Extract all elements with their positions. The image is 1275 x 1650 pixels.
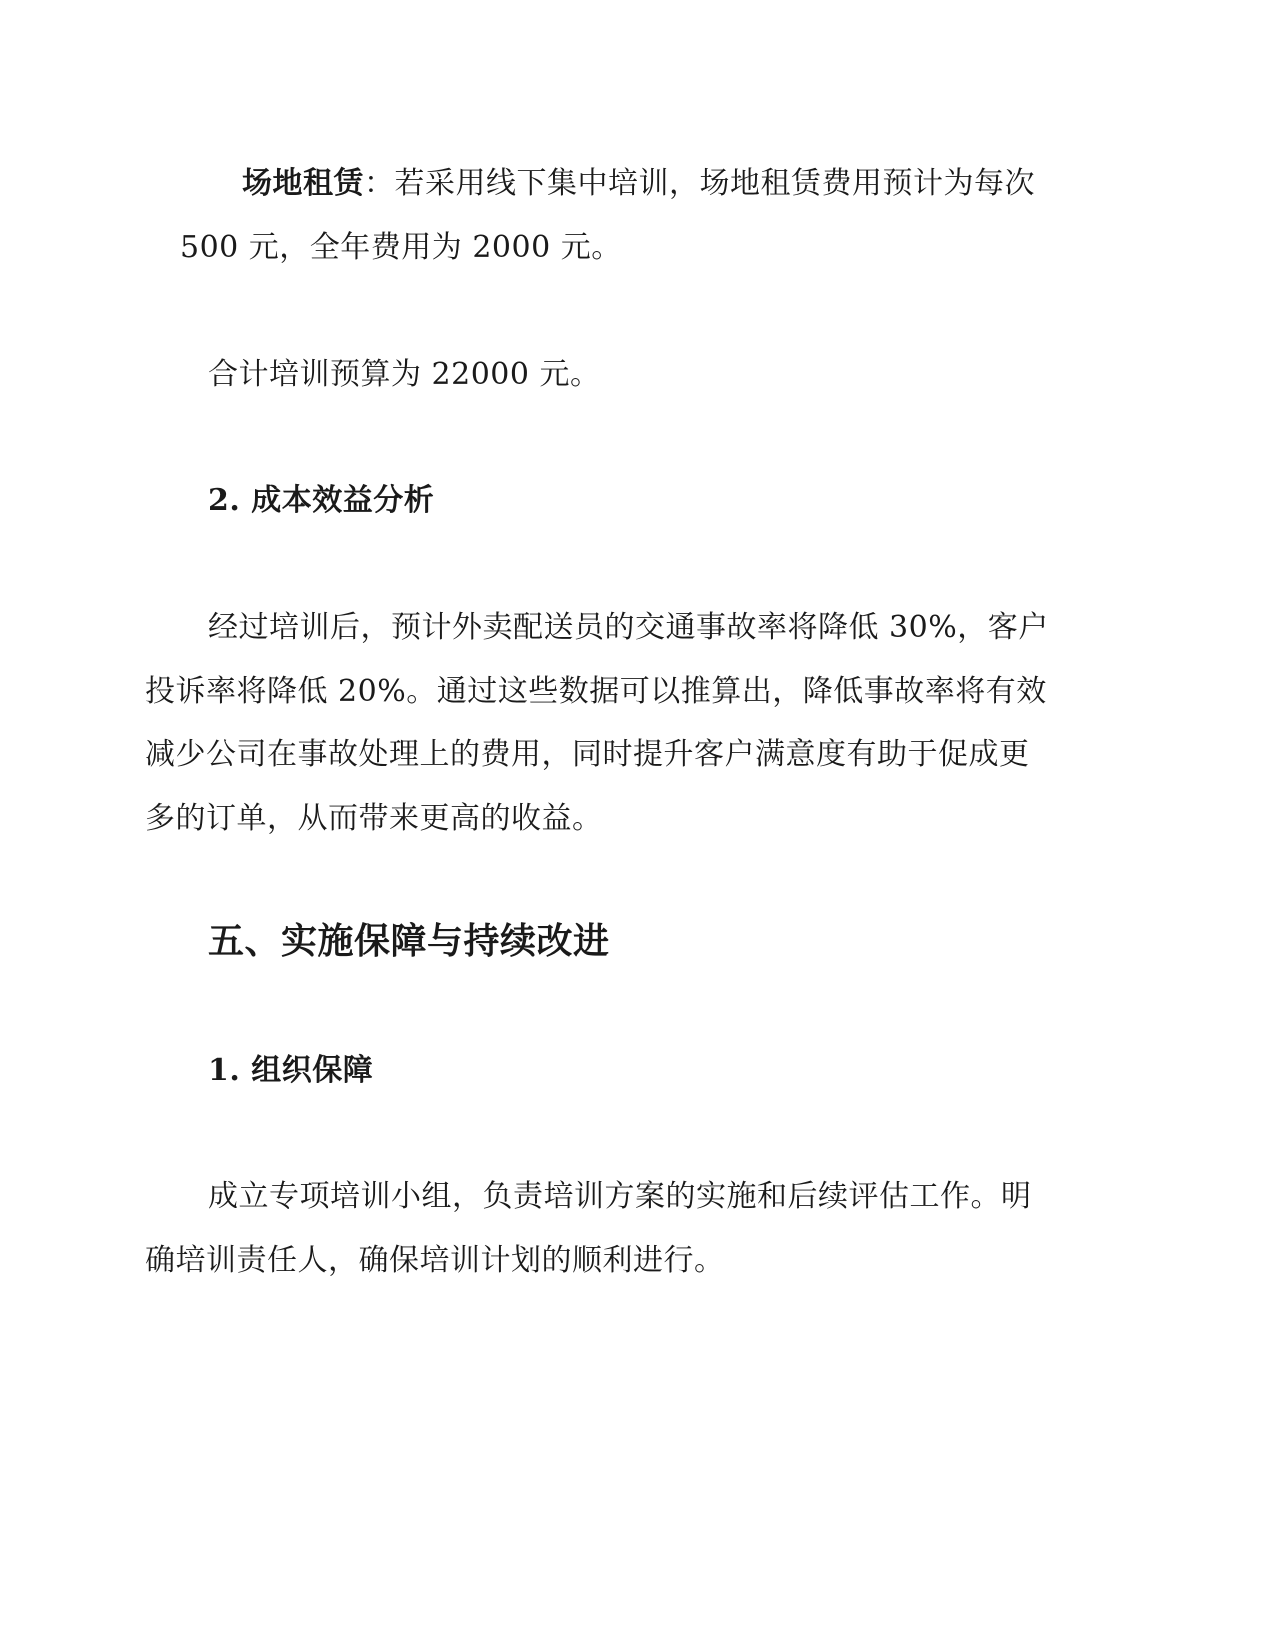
cost-benefit-line-1: 经过培训后，预计外卖配送员的交通事故率将降低 30%，客户	[208, 610, 1049, 645]
section-heading-organization: 1. 组织保障	[208, 1053, 374, 1088]
section-heading-cost-benefit: 2. 成本效益分析	[208, 483, 435, 518]
cost-benefit-line-3: 减少公司在事故处理上的费用，同时提升客户满意度有助于促成更	[145, 737, 1030, 772]
rental-paragraph-line-2: 500 元，全年费用为 2000 元。	[180, 230, 622, 265]
chapter-heading-implementation: 五、实施保障与持续改进	[208, 920, 610, 962]
total-budget-text: 合计培训预算为 22000 元。	[208, 357, 601, 392]
cost-benefit-line-4: 多的订单，从而带来更高的收益。	[145, 801, 603, 836]
cost-benefit-line-2: 投诉率将降低 20%。通过这些数据可以推算出，降低事故率将有效	[145, 674, 1047, 709]
organization-line-1: 成立专项培训小组，负责培训方案的实施和后续评估工作。明	[208, 1179, 1032, 1214]
organization-line-2: 确培训责任人，确保培训计划的顺利进行。	[145, 1243, 725, 1278]
rental-text: ：若采用线下集中培训，场地租赁费用预计为每次	[364, 166, 1035, 201]
rental-paragraph-line-1	[242, 164, 1035, 204]
rental-label: 场地租赁	[242, 166, 364, 201]
